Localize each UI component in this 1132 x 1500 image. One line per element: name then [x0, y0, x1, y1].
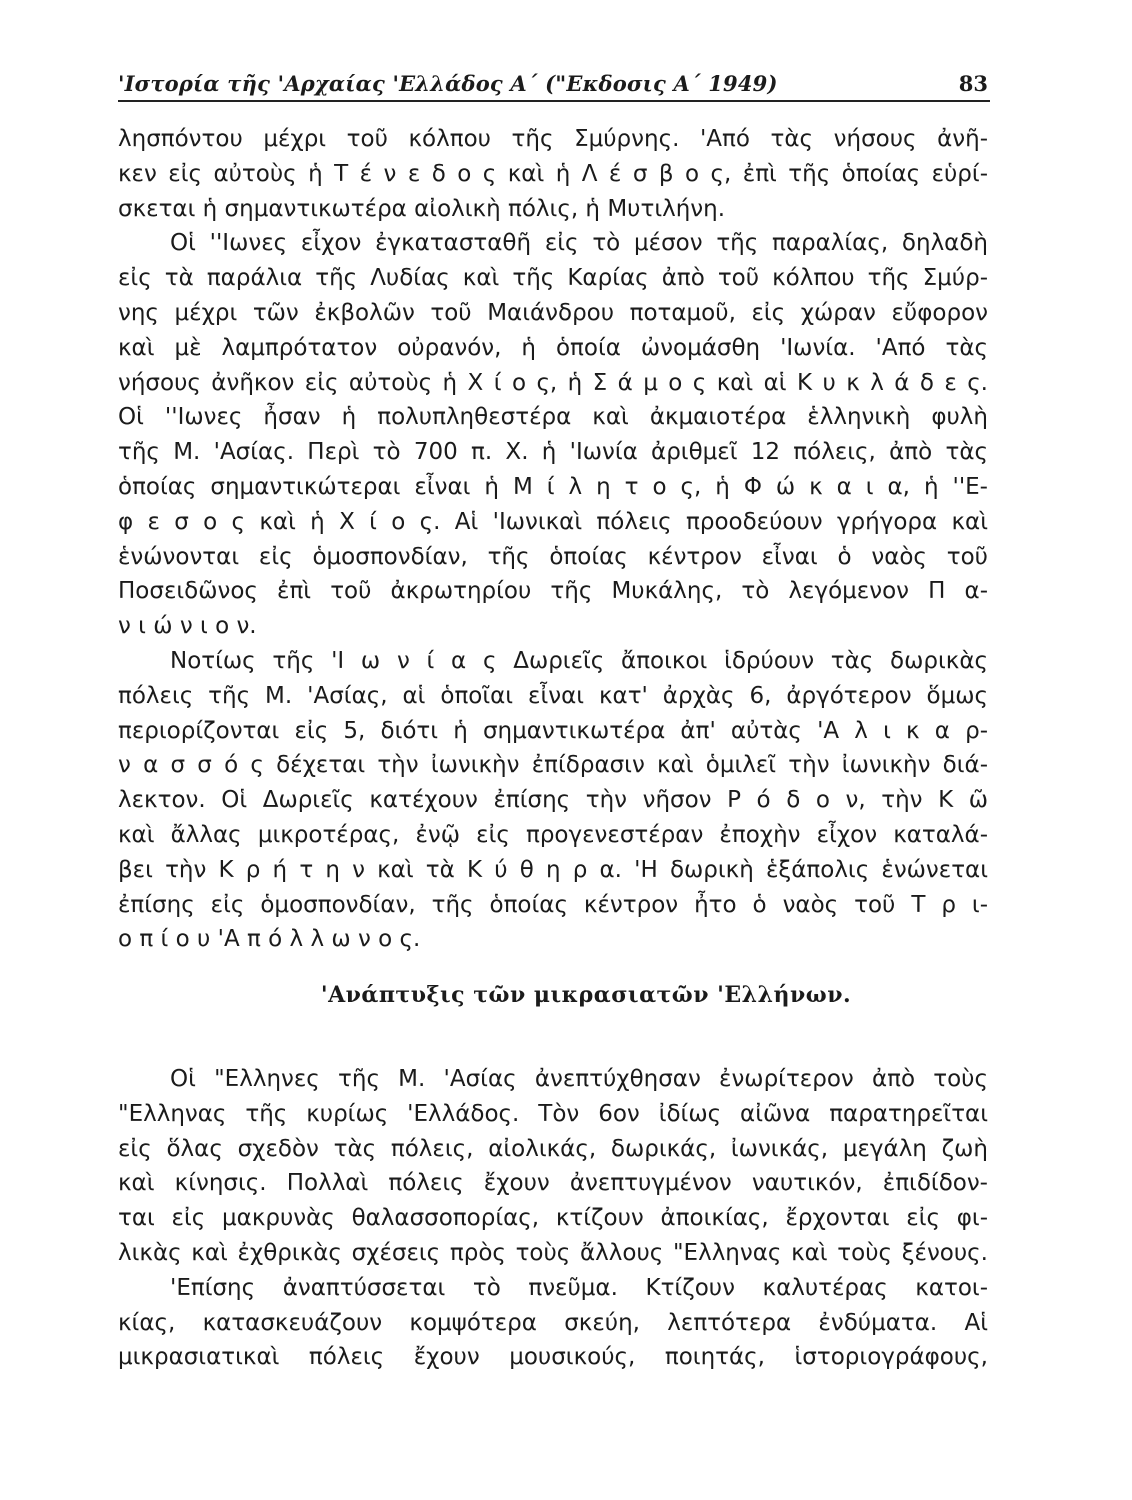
- page-number: 83: [958, 71, 988, 96]
- text-line: ο π ί ο υ 'Α π ό λ λ ω ν ο ς.: [118, 926, 421, 953]
- body-text-part2: [118, 1062, 988, 1375]
- text-line: ν α σ σ ό ς δέχεται τὴν ἰωνικὴν ἐπίδρασιν καὶ ὁμιλεῖ τὴν ἰωνικὴν διά-: [118, 752, 988, 779]
- text-line: σκεται ἡ σημαντικωτέρα αἰολικὴ πόλις, ἡ Μυτιλήνη.: [118, 195, 726, 222]
- text-line: νης μέχρι τῶν ἐκβολῶν τοῦ Μαιάνδρου ποταμοῦ, εἰς χώραν εὔφορον: [118, 299, 988, 326]
- text-line: ται εἰς μακρυνὰς θαλασσοπορίας, κτίζουν ἀποικίας, ἔρχονται εἰς φι-: [118, 1205, 988, 1232]
- text-line: Ποσειδῶνος ἐπὶ τοῦ ἀκρωτηρίου τῆς Μυκάλης, τὸ λεγόμενον Π α-: [118, 578, 988, 605]
- text-line: φ ε σ ο ς καὶ ἡ Χ ί ο ς. Αἱ 'Ιωνικαὶ πόλεις προοδεύουν γρήγορα καὶ: [118, 508, 988, 535]
- text-line: εἰς τὰ παράλια τῆς Λυδίας καὶ τῆς Καρίας ἀπὸ τοῦ κόλπου τῆς Σμύρ-: [118, 265, 988, 292]
- text-line: Οἱ "Ελληνες τῆς Μ. 'Ασίας ἀνεπτύχθησαν ἐνωρίτερον ἀπὸ τοὺς: [170, 1066, 988, 1092]
- text-line: τῆς Μ. 'Ασίας. Περὶ τὸ 700 π. Χ. ἡ 'Ιωνία ἀριθμεῖ 12 πόλεις, ἀπὸ τὰς: [118, 439, 988, 466]
- text-line: λησπόντου μέχρι τοῦ κόλπου τῆς Σμύρνης. 'Από τὰς νήσους ἀνῆ-: [118, 126, 988, 152]
- text-line: κίας, κατασκευάζουν κομψότερα σκεύη, λεπτότερα ἐνδύματα. Αἱ: [118, 1309, 988, 1336]
- text-line: 'Επίσης ἀναπτύσσεται τὸ πνεῦμα. Κτίζουν καλυτέρας κατοι-: [170, 1274, 988, 1301]
- text-line: λεκτον. Οἱ Δωριεῖς κατέχουν ἐπίσης τὴν νῆσον Ρ ό δ ο ν, τὴν Κ ῶ: [118, 787, 988, 814]
- text-line: καὶ ἄλλας μικροτέρας, ἐνῷ εἰς προγενεστέραν ἐποχὴν εἶχον καταλά-: [118, 821, 988, 848]
- text-line: καὶ κίνησις. Πολλαὶ πόλεις ἔχουν ἀνεπτυγμένον ναυτικόν, ἐπιδίδον-: [118, 1170, 988, 1197]
- text-line: Νοτίως τῆς 'Ι ω ν ί α ς Δωριεῖς ἄποικοι ἱδρύουν τὰς δωρικὰς: [170, 647, 988, 674]
- text-line: Οἱ ''Ιωνες εἶχον ἐγκατασταθῆ εἰς τὸ μέσον τῆς παραλίας, δηλαδὴ: [170, 230, 988, 257]
- text-line: περιορίζονται εἰς 5, διότι ἡ σημαντικωτέρα ἀπ' αὐτὰς 'Α λ ι κ α ρ-: [118, 717, 988, 744]
- text-line: βει τὴν Κ ρ ή τ η ν καὶ τὰ Κ ύ θ η ρ α. 'Η δωρικὴ ἑξάπολις ἑνώνεται: [118, 856, 988, 883]
- text-line: ἑνώνονται εἰς ὁμοσπονδίαν, τῆς ὁποίας κέντρον εἶναι ὁ ναὸς τοῦ: [118, 543, 988, 570]
- text-line: πόλεις τῆς Μ. 'Ασίας, αἱ ὁποῖαι εἶναι κατ' ἀρχὰς 6, ἀργότερον ὅμως: [118, 682, 988, 709]
- text-line: ν ι ώ ν ι ο ν.: [118, 613, 257, 640]
- section-heading: 'Ανάπτυξις τῶν μικρασιατῶν 'Ελλήνων.: [320, 982, 852, 1008]
- body-text-part1: [118, 122, 988, 957]
- text-line: λικὰς καὶ ἐχθρικὰς σχέσεις πρὸς τοὺς ἄλλους "Ελληνας καὶ τοὺς ξένους.: [118, 1239, 988, 1266]
- text-line: κεν εἰς αὐτοὺς ἡ Τ έ ν ε δ ο ς καὶ ἡ Λ έ σ β ο ς, ἐπὶ τῆς ὁποίας εὑρί-: [118, 160, 988, 187]
- page-header: [118, 68, 990, 102]
- text-line: ὁποίας σημαντικώτεραι εἶναι ἡ Μ ί λ η τ ο ς, ἡ Φ ώ κ α ι α, ἡ ''Ε-: [118, 473, 988, 500]
- text-line: μικρασιατικαὶ πόλεις ἔχουν μουσικούς, ποιητάς, ἱστοριογράφους,: [118, 1344, 988, 1371]
- text-line: ἐπίσης εἰς ὁμοσπονδίαν, τῆς ὁποίας κέντρον ἦτο ὁ ναὸς τοῦ Τ ρ ι-: [118, 891, 988, 918]
- text-line: Οἱ ''Ιωνες ἦσαν ἡ πολυπληθεστέρα καὶ ἀκμαιοτέρα ἑλληνικὴ φυλὴ: [118, 404, 988, 431]
- text-line: νήσους ἀνῆκον εἰς αὐτοὺς ἡ Χ ί ο ς, ἡ Σ ά μ ο ς καὶ αἱ Κ υ κ λ ά δ ε ς.: [118, 369, 988, 396]
- text-line: "Ελληνας τῆς κυρίως 'Ελλάδος. Τὸν 6ον ἰδίως αἰῶνα παρατηρεῖται: [118, 1100, 988, 1127]
- text-line: καὶ μὲ λαμπρότατον οὐρανόν, ἡ ὁποία ὠνομάσθη 'Ιωνία. 'Από τὰς: [118, 334, 988, 361]
- running-title: 'Ιστορία τῆς 'Αρχαίας 'Ελλάδος Α΄ ("Εκδοσις Α΄ 1949): [118, 71, 778, 96]
- text-line: εἰς ὅλας σχεδὸν τὰς πόλεις, αἰολικάς, δωρικάς, ἰωνικάς, μεγάλη ζωὴ: [118, 1135, 988, 1162]
